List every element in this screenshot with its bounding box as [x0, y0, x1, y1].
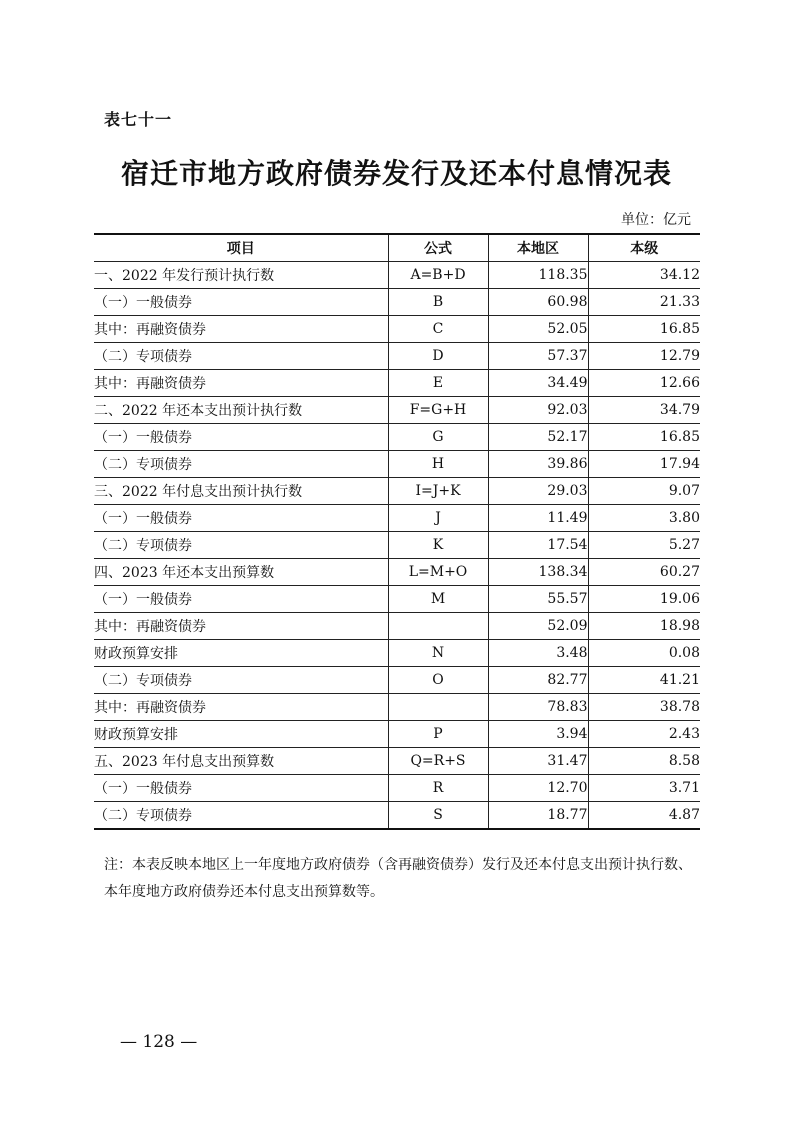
row-local-value: 11.49: [488, 505, 588, 532]
table-row: [94, 748, 700, 775]
footnote: 注：本表反映本地区上一年度地方政府债券（含再融资债券）发行及还本付息支出预计执行数、本年度地方政府债券还本付息支出预算数等。: [104, 857, 692, 900]
row-item: 四、2023 年还本支出预算数: [94, 559, 388, 586]
row-local-value: 18.77: [488, 802, 588, 830]
row-local-value: 82.77: [488, 667, 588, 694]
row-item: 其中：再融资债券: [94, 613, 388, 640]
row-formula: P: [388, 721, 488, 748]
row-item: （一）一般债券: [94, 775, 388, 802]
row-item: 其中：再融资债券: [94, 316, 388, 343]
table-row: [94, 316, 700, 343]
header-formula: 公式: [388, 234, 488, 262]
row-formula: F=G+H: [388, 397, 488, 424]
row-local-value: 78.83: [488, 694, 588, 721]
header-level: 本级: [588, 234, 700, 262]
row-level-value: 19.06: [588, 586, 700, 613]
row-level-value: 5.27: [588, 532, 700, 559]
table-number: 表七十一: [104, 110, 173, 129]
row-local-value: 17.54: [488, 532, 588, 559]
table-row: [94, 586, 700, 613]
row-level-value: 34.12: [588, 262, 700, 289]
row-level-value: 34.79: [588, 397, 700, 424]
table-row: [94, 505, 700, 532]
row-formula: L=M+O: [388, 559, 488, 586]
row-formula: J: [388, 505, 488, 532]
row-level-value: 3.80: [588, 505, 700, 532]
table-row: [94, 721, 700, 748]
row-item: （二）专项债券: [94, 802, 388, 830]
row-level-value: 3.71: [588, 775, 700, 802]
row-local-value: 118.35: [488, 262, 588, 289]
row-item: 其中：再融资债券: [94, 694, 388, 721]
row-item: 财政预算安排: [94, 640, 388, 667]
row-formula: K: [388, 532, 488, 559]
row-local-value: 12.70: [488, 775, 588, 802]
row-formula: M: [388, 586, 488, 613]
row-local-value: 29.03: [488, 478, 588, 505]
row-item: （二）专项债券: [94, 451, 388, 478]
row-level-value: 38.78: [588, 694, 700, 721]
page-title: 宿迁市地方政府债券发行及还本付息情况表: [120, 157, 672, 190]
table-row: [94, 343, 700, 370]
table-header-row: [94, 234, 700, 262]
row-local-value: 39.86: [488, 451, 588, 478]
header-item: 项目: [94, 234, 388, 262]
row-formula: S: [388, 802, 488, 830]
row-local-value: 138.34: [488, 559, 588, 586]
row-formula: B: [388, 289, 488, 316]
row-level-value: 21.33: [588, 289, 700, 316]
row-local-value: 92.03: [488, 397, 588, 424]
row-local-value: 3.48: [488, 640, 588, 667]
row-item: 二、2022 年还本支出预计执行数: [94, 397, 388, 424]
row-level-value: 0.08: [588, 640, 700, 667]
debt-table: [94, 233, 700, 830]
row-formula: G: [388, 424, 488, 451]
row-level-value: 9.07: [588, 478, 700, 505]
row-item: （一）一般债券: [94, 424, 388, 451]
table-row: [94, 667, 700, 694]
row-formula: [388, 613, 488, 640]
row-local-value: 57.37: [488, 343, 588, 370]
table-row: [94, 640, 700, 667]
table-row: [94, 262, 700, 289]
row-formula: H: [388, 451, 488, 478]
row-local-value: 34.49: [488, 370, 588, 397]
row-item: 三、2022 年付息支出预计执行数: [94, 478, 388, 505]
unit-label: 单位：亿元: [621, 212, 691, 228]
table-row: [94, 370, 700, 397]
row-formula: D: [388, 343, 488, 370]
row-local-value: 3.94: [488, 721, 588, 748]
row-local-value: 60.98: [488, 289, 588, 316]
row-item: 其中：再融资债券: [94, 370, 388, 397]
table-row: [94, 532, 700, 559]
row-item: 财政预算安排: [94, 721, 388, 748]
row-local-value: 52.17: [488, 424, 588, 451]
row-item: （二）专项债券: [94, 343, 388, 370]
row-formula: A=B+D: [388, 262, 488, 289]
row-level-value: 16.85: [588, 316, 700, 343]
row-level-value: 4.87: [588, 802, 700, 830]
row-level-value: 41.21: [588, 667, 700, 694]
row-item: （一）一般债券: [94, 586, 388, 613]
row-local-value: 31.47: [488, 748, 588, 775]
table-row: [94, 478, 700, 505]
table-row: [94, 397, 700, 424]
table-row: [94, 613, 700, 640]
row-formula: Q=R+S: [388, 748, 488, 775]
table-row: [94, 802, 700, 830]
row-item: 一、2022 年发行预计执行数: [94, 262, 388, 289]
row-item: （二）专项债券: [94, 667, 388, 694]
row-item: （二）专项债券: [94, 532, 388, 559]
row-level-value: 18.98: [588, 613, 700, 640]
table-row: [94, 775, 700, 802]
table-row: [94, 424, 700, 451]
header-local: 本地区: [488, 234, 588, 262]
row-local-value: 55.57: [488, 586, 588, 613]
row-local-value: 52.05: [488, 316, 588, 343]
row-item: （一）一般债券: [94, 289, 388, 316]
row-formula: E: [388, 370, 488, 397]
row-level-value: 12.66: [588, 370, 700, 397]
row-formula: [388, 694, 488, 721]
row-item: （一）一般债券: [94, 505, 388, 532]
row-level-value: 12.79: [588, 343, 700, 370]
row-formula: I=J+K: [388, 478, 488, 505]
row-formula: N: [388, 640, 488, 667]
row-level-value: 17.94: [588, 451, 700, 478]
page-number: — 128 —: [120, 1032, 198, 1052]
row-level-value: 8.58: [588, 748, 700, 775]
row-local-value: 52.09: [488, 613, 588, 640]
table-row: [94, 694, 700, 721]
row-item: 五、2023 年付息支出预算数: [94, 748, 388, 775]
row-formula: R: [388, 775, 488, 802]
table-row: [94, 289, 700, 316]
table-row: [94, 559, 700, 586]
row-formula: O: [388, 667, 488, 694]
row-level-value: 60.27: [588, 559, 700, 586]
row-level-value: 16.85: [588, 424, 700, 451]
row-formula: C: [388, 316, 488, 343]
table-row: [94, 451, 700, 478]
row-level-value: 2.43: [588, 721, 700, 748]
